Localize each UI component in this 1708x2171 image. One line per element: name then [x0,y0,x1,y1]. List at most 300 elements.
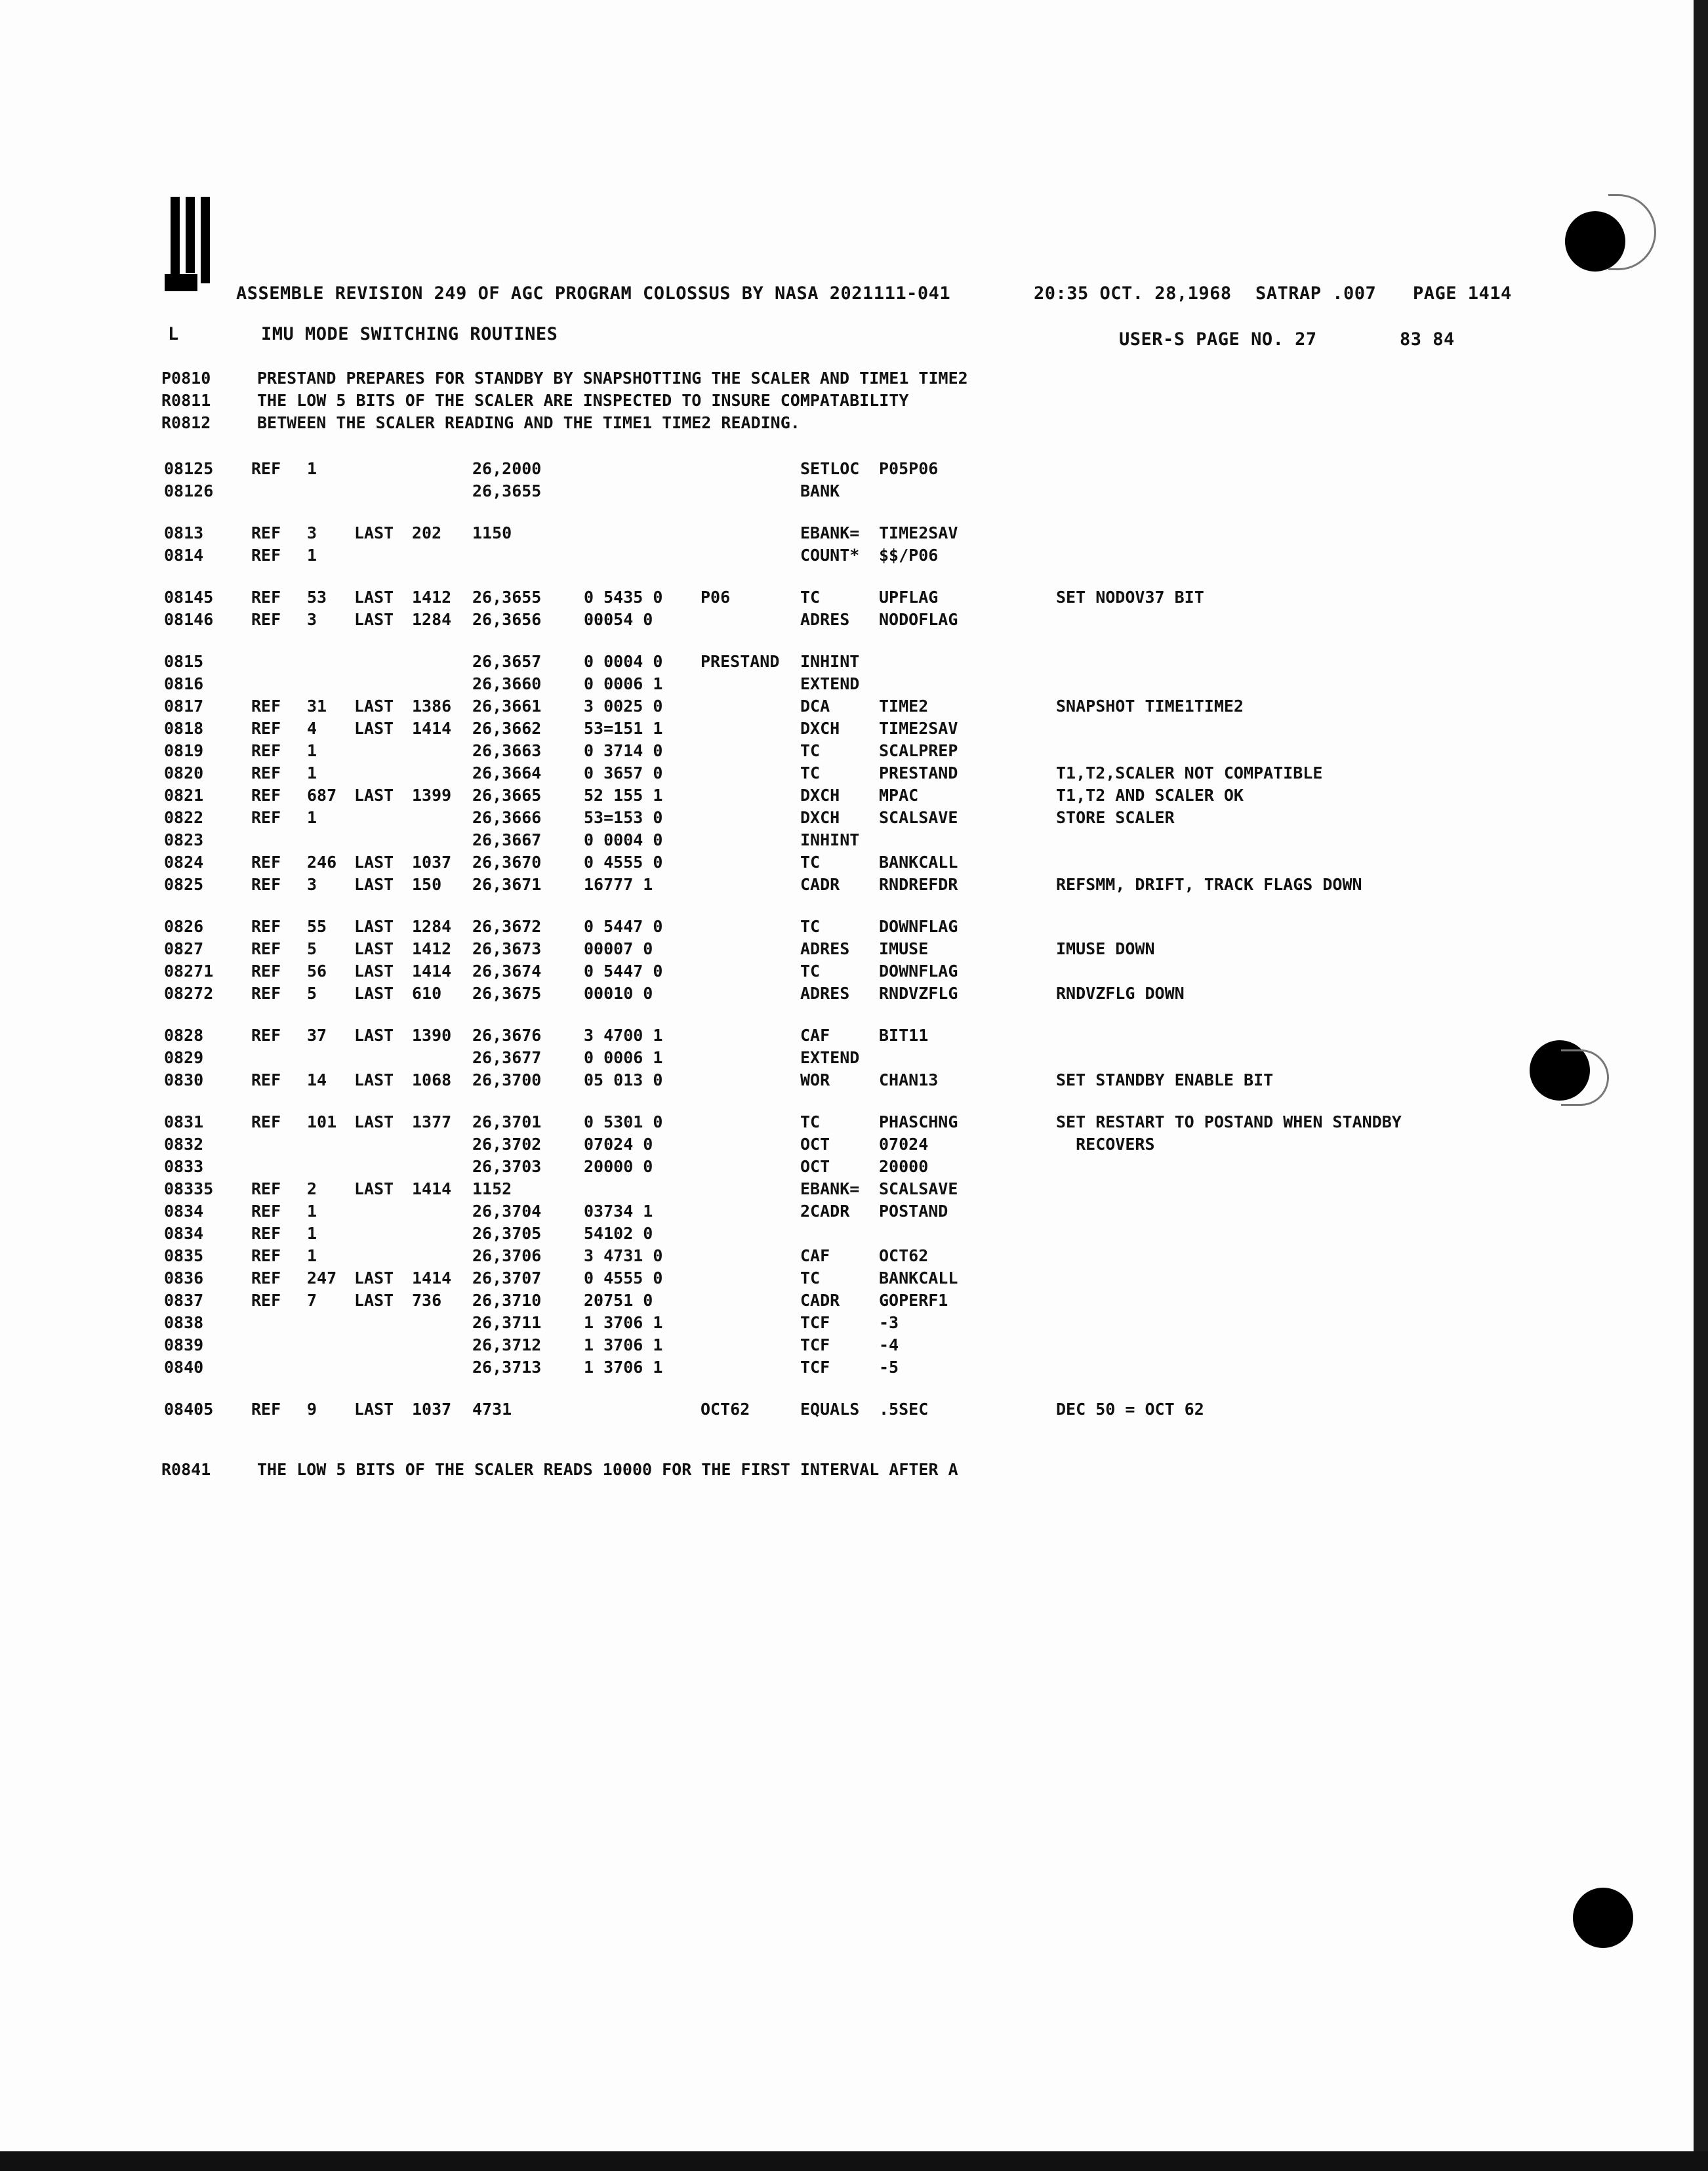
comment-id: R0811 [161,391,211,410]
remark: SET STANDBY ENABLE BIT [1056,1070,1274,1089]
opcode: COUNT* [800,546,860,565]
octal-code: 0 5447 0 [584,962,663,981]
opcode: TC [800,1268,821,1288]
operand: BANKCALL [879,1268,958,1288]
opcode: CAF [800,1246,830,1265]
octal-code: 16777 1 [584,875,653,894]
ref-count: 7 [307,1291,317,1310]
last-tag: LAST [354,610,394,629]
remark: SET RESTART TO POSTAND WHEN STANDBY [1056,1112,1402,1131]
ref-count: 31 [307,697,327,716]
address: 26,3677 [472,1048,542,1067]
last-tag: LAST [354,917,394,936]
symbol-label: PRESTAND [701,652,780,671]
line-number: 0821 [164,786,204,805]
operand: OCT62 [879,1246,929,1265]
comment-text: PRESTAND PREPARES FOR STANDBY BY SNAPSHOTTING THE SCALER AND TIME1 TIME2 [257,369,968,388]
operand: IMUSE [879,939,929,958]
ref-tag: REF [251,1268,281,1288]
comment-line [161,369,968,388]
address: 26,2000 [472,459,542,478]
address: 1150 [472,523,512,542]
octal-code: 0 5435 0 [584,588,663,607]
last-page: 1068 [412,1070,452,1089]
ref-tag: REF [251,459,281,478]
operand: CHAN13 [879,1070,939,1089]
last-page: 1412 [412,588,452,607]
address: 26,3703 [472,1157,542,1176]
remark: SET NODOV37 BIT [1056,588,1204,607]
comment-text: BETWEEN THE SCALER READING AND THE TIME1 TIME2 READING. [257,413,800,432]
line-number: 0833 [164,1157,204,1176]
address: 26,3673 [472,939,542,958]
listing-row [164,1179,1541,1202]
operand: -4 [879,1335,899,1354]
opcode: ADRES [800,610,850,629]
last-page: 1284 [412,610,452,629]
last-page: 1390 [412,1026,452,1045]
octal-code: 0 4555 0 [584,853,663,872]
line-number: 0823 [164,830,204,849]
listing-row [164,674,1541,697]
address: 26,3713 [472,1358,542,1377]
octal-code: 0 0004 0 [584,652,663,671]
opcode: WOR [800,1070,830,1089]
operand: .5SEC [879,1400,929,1419]
ref-count: 3 [307,523,317,542]
last-page: 1414 [412,1268,452,1288]
line-number: 0824 [164,853,204,872]
comment-id: R0841 [161,1460,211,1479]
opcode: EBANK= [800,523,860,542]
last-page: 1377 [412,1112,452,1131]
listing-row [164,523,1541,546]
last-tag: LAST [354,853,394,872]
line-number: 0822 [164,808,204,827]
ref-count: 247 [307,1268,337,1288]
line-number: 0815 [164,652,204,671]
last-tag: LAST [354,1400,394,1419]
ref-tag: REF [251,523,281,542]
address: 26,3666 [472,808,542,827]
last-tag: LAST [354,1179,394,1198]
address: 26,3671 [472,875,542,894]
address: 26,3705 [472,1224,542,1243]
listing-row [164,719,1541,741]
octal-code: 0 3657 0 [584,763,663,782]
operand: BIT11 [879,1026,929,1045]
address: 26,3661 [472,697,542,716]
octal-code: 20000 0 [584,1157,653,1176]
operand: PRESTAND [879,763,958,782]
ref-count: 5 [307,984,317,1003]
line-number: 0838 [164,1313,204,1332]
ref-tag: REF [251,1246,281,1265]
listing-row [164,1224,1541,1246]
octal-code: 53=153 0 [584,808,663,827]
line-number: 0831 [164,1112,204,1131]
opcode: TC [800,917,821,936]
address: 26,3670 [472,853,542,872]
line-number: 0829 [164,1048,204,1067]
line-number: 0834 [164,1224,204,1243]
line-number: 0839 [164,1335,204,1354]
octal-code: 00054 0 [584,610,653,629]
listing-row [164,1157,1541,1179]
scan-edge-right [1694,0,1708,2171]
line-number: 08145 [164,588,214,607]
comment-line [161,413,800,432]
operand: MPAC [879,786,919,805]
address: 26,3656 [472,610,542,629]
remark: STORE SCALER [1056,808,1175,827]
opcode: OCT [800,1135,830,1154]
address: 26,3676 [472,1026,542,1045]
ref-count: 37 [307,1026,327,1045]
operand: RNDREFDR [879,875,958,894]
listing-row [164,1313,1541,1335]
ref-tag: REF [251,1179,281,1198]
listing-row [164,962,1541,984]
listing-row [164,1112,1541,1135]
last-tag: LAST [354,939,394,958]
ref-tag: REF [251,1291,281,1310]
last-page: 1412 [412,939,452,958]
opcode: EXTEND [800,1048,860,1067]
opcode: 2CADR [800,1202,850,1221]
opcode: CADR [800,1291,840,1310]
ref-count: 2 [307,1179,317,1198]
octal-code: 1 3706 1 [584,1313,663,1332]
last-page: 610 [412,984,442,1003]
operand: POSTAND [879,1202,948,1221]
octal-code: 05 013 0 [584,1070,663,1089]
ref-tag: REF [251,962,281,981]
address: 4731 [472,1400,512,1419]
listing-row [164,481,1541,504]
operand: BANKCALL [879,853,958,872]
address: 26,3711 [472,1313,542,1332]
octal-code: 0 5301 0 [584,1112,663,1131]
punch-hole-top-arc [1608,194,1656,270]
opcode: TCF [800,1335,830,1354]
listing-row [164,1135,1541,1157]
last-page: 736 [412,1291,442,1310]
opcode: TCF [800,1313,830,1332]
last-tag: LAST [354,786,394,805]
code-listing [164,459,1541,1422]
listing-row [164,1358,1541,1380]
ref-tag: REF [251,1070,281,1089]
last-tag: LAST [354,1070,394,1089]
listing-row [164,652,1541,674]
address: 26,3663 [472,741,542,760]
operand: SCALPREP [879,741,958,760]
operand: P05P06 [879,459,939,478]
line-number: 0830 [164,1070,204,1089]
opcode: ADRES [800,984,850,1003]
ref-count: 246 [307,853,337,872]
last-page: 1037 [412,1400,452,1419]
listing-row [164,459,1541,481]
operand: SCALSAVE [879,808,958,827]
opcode: EXTEND [800,674,860,693]
opcode: INHINT [800,652,860,671]
address: 26,3674 [472,962,542,981]
operand: NODOFLAG [879,610,958,629]
line-number: 0818 [164,719,204,738]
line-number: 0832 [164,1135,204,1154]
operand: RNDVZFLG [879,984,958,1003]
corner-mark [165,274,197,291]
operand: TIME2SAV [879,523,958,542]
address: 26,3701 [472,1112,542,1131]
line-number: 08405 [164,1400,214,1419]
last-tag: LAST [354,1268,394,1288]
line-number: 0813 [164,523,204,542]
octal-code: 3 4700 1 [584,1026,663,1045]
opcode: DXCH [800,786,840,805]
last-tag: LAST [354,1291,394,1310]
operand: 07024 [879,1135,929,1154]
remark: SNAPSHOT TIME1TIME2 [1056,697,1244,716]
line-number: 0835 [164,1246,204,1265]
line-number: 0834 [164,1202,204,1221]
last-tag: LAST [354,984,394,1003]
last-tag: LAST [354,719,394,738]
ref-tag: REF [251,588,281,607]
ref-tag: REF [251,763,281,782]
opcode: OCT [800,1157,830,1176]
ref-count: 14 [307,1070,327,1089]
octal-code: 00010 0 [584,984,653,1003]
comment-text: THE LOW 5 BITS OF THE SCALER ARE INSPECTED TO INSURE COMPATABILITY [257,391,909,410]
address: 26,3700 [472,1070,542,1089]
address: 26,3662 [472,719,542,738]
ref-count: 55 [307,917,327,936]
octal-code: 0 3714 0 [584,741,663,760]
last-tag: LAST [354,588,394,607]
ref-tag: REF [251,1112,281,1131]
listing-run: SATRAP .007 [1255,283,1377,304]
ref-count: 4 [307,719,317,738]
address: 26,3706 [472,1246,542,1265]
operand: PHASCHNG [879,1112,958,1131]
opcode: EBANK= [800,1179,860,1198]
operand: DOWNFLAG [879,962,958,981]
octal-code: 0 0004 0 [584,830,663,849]
listing-row [164,741,1541,763]
ref-count: 1 [307,1224,317,1243]
symbol-label: P06 [701,588,731,607]
ref-tag: REF [251,853,281,872]
last-page: 1399 [412,786,452,805]
listing-row [164,875,1541,897]
punch-hole-bottom [1573,1888,1633,1948]
ref-count: 3 [307,610,317,629]
last-tag: LAST [354,962,394,981]
ref-count: 1 [307,741,317,760]
operand: UPFLAG [879,588,939,607]
opcode: TCF [800,1358,830,1377]
opcode: ADRES [800,939,850,958]
last-tag: LAST [354,523,394,542]
ref-count: 1 [307,1202,317,1221]
octal-code: 1 3706 1 [584,1358,663,1377]
section-marker: L [168,324,179,344]
ref-tag: REF [251,984,281,1003]
ref-count: 56 [307,962,327,981]
opcode: TC [800,1112,821,1131]
octal-code: 20751 0 [584,1291,653,1310]
octal-code: 1 3706 1 [584,1335,663,1354]
opcode: CADR [800,875,840,894]
line-number: 0816 [164,674,204,693]
ref-tag: REF [251,546,281,565]
ref-count: 1 [307,763,317,782]
ref-count: 3 [307,875,317,894]
address: 26,3707 [472,1268,542,1288]
opcode: BANK [800,481,840,500]
listing-row [164,763,1541,786]
section-title: IMU MODE SWITCHING ROUTINES [261,324,558,344]
line-number: 08271 [164,962,214,981]
ref-tag: REF [251,741,281,760]
ref-tag: REF [251,1400,281,1419]
octal-code: 0 5447 0 [584,917,663,936]
address: 26,3664 [472,763,542,782]
ref-count: 1 [307,459,317,478]
octal-code: 07024 0 [584,1135,653,1154]
remark: RNDVZFLG DOWN [1056,984,1185,1003]
line-number: 0814 [164,546,204,565]
opcode: CAF [800,1026,830,1045]
address: 1152 [472,1179,512,1198]
operand: -5 [879,1358,899,1377]
address: 26,3657 [472,652,542,671]
section-code: 83 84 [1400,329,1455,350]
line-number: 0820 [164,763,204,782]
ref-tag: REF [251,786,281,805]
ref-tag: REF [251,917,281,936]
user-page-number: USER-S PAGE NO. 27 [1119,329,1317,350]
line-number: 0840 [164,1358,204,1377]
listing-row [164,610,1541,632]
listing-row [164,1246,1541,1268]
listing-row [164,830,1541,853]
last-page: 1414 [412,1179,452,1198]
listing-row [164,1202,1541,1224]
octal-code: 03734 1 [584,1202,653,1221]
last-tag: LAST [354,1026,394,1045]
opcode: SETLOC [800,459,860,478]
octal-code: 54102 0 [584,1224,653,1243]
remark: RECOVERS [1056,1135,1155,1154]
operand: 20000 [879,1157,929,1176]
ref-count: 101 [307,1112,337,1131]
listing-row [164,984,1541,1006]
remark: T1,T2 AND SCALER OK [1056,786,1244,805]
listing-row [164,1070,1541,1093]
ref-tag: REF [251,697,281,716]
last-tag: LAST [354,1112,394,1131]
line-number: 0837 [164,1291,204,1310]
listing-row [164,808,1541,830]
opcode: TC [800,741,821,760]
octal-code: 0 0006 1 [584,674,663,693]
last-page: 150 [412,875,442,894]
operand: $$/P06 [879,546,939,565]
symbol-label: OCT62 [701,1400,750,1419]
ref-count: 5 [307,939,317,958]
line-number: 0827 [164,939,204,958]
line-number: 08335 [164,1179,214,1198]
line-number: 08125 [164,459,214,478]
address: 26,3675 [472,984,542,1003]
listing-row [164,1026,1541,1048]
address: 26,3710 [472,1291,542,1310]
listing-row [164,939,1541,962]
listing-row [164,1400,1541,1422]
footer-comment [161,1460,958,1479]
octal-code: 00007 0 [584,939,653,958]
binder-mark [171,197,211,283]
operand: TIME2 [879,697,929,716]
listing-row [164,1291,1541,1313]
ref-count: 1 [307,546,317,565]
ref-count: 53 [307,588,327,607]
ref-tag: REF [251,1202,281,1221]
listing-row [164,697,1541,719]
opcode: TC [800,853,821,872]
address: 26,3667 [472,830,542,849]
last-tag: LAST [354,697,394,716]
ref-count: 9 [307,1400,317,1419]
octal-code: 52 155 1 [584,786,663,805]
comment-line [161,391,908,410]
last-page: 1414 [412,962,452,981]
address: 26,3672 [472,917,542,936]
comment-text: THE LOW 5 BITS OF THE SCALER READS 10000 FOR THE FIRST INTERVAL AFTER A [257,1460,958,1479]
opcode: DXCH [800,719,840,738]
line-number: 08272 [164,984,214,1003]
ref-tag: REF [251,1026,281,1045]
octal-code: 3 4731 0 [584,1246,663,1265]
remark: T1,T2,SCALER NOT COMPATIBLE [1056,763,1323,782]
opcode: TC [800,763,821,782]
last-page: 1037 [412,853,452,872]
address: 26,3660 [472,674,542,693]
listing-row [164,1048,1541,1070]
line-number: 0819 [164,741,204,760]
listing-row [164,546,1541,568]
opcode: INHINT [800,830,860,849]
address: 26,3665 [472,786,542,805]
ref-tag: REF [251,875,281,894]
line-number: 0828 [164,1026,204,1045]
opcode: TC [800,588,821,607]
remark: DEC 50 = OCT 62 [1056,1400,1204,1419]
last-page: 1414 [412,719,452,738]
opcode: EQUALS [800,1400,860,1419]
octal-code: 3 0025 0 [584,697,663,716]
ref-tag: REF [251,719,281,738]
listing-title: ASSEMBLE REVISION 249 OF AGC PROGRAM COLOSSUS BY NASA 2021111-041 [236,283,951,304]
octal-code: 0 0006 1 [584,1048,663,1067]
page-number: PAGE 1414 [1413,283,1512,304]
octal-code: 0 4555 0 [584,1268,663,1288]
comment-id: P0810 [161,369,211,388]
